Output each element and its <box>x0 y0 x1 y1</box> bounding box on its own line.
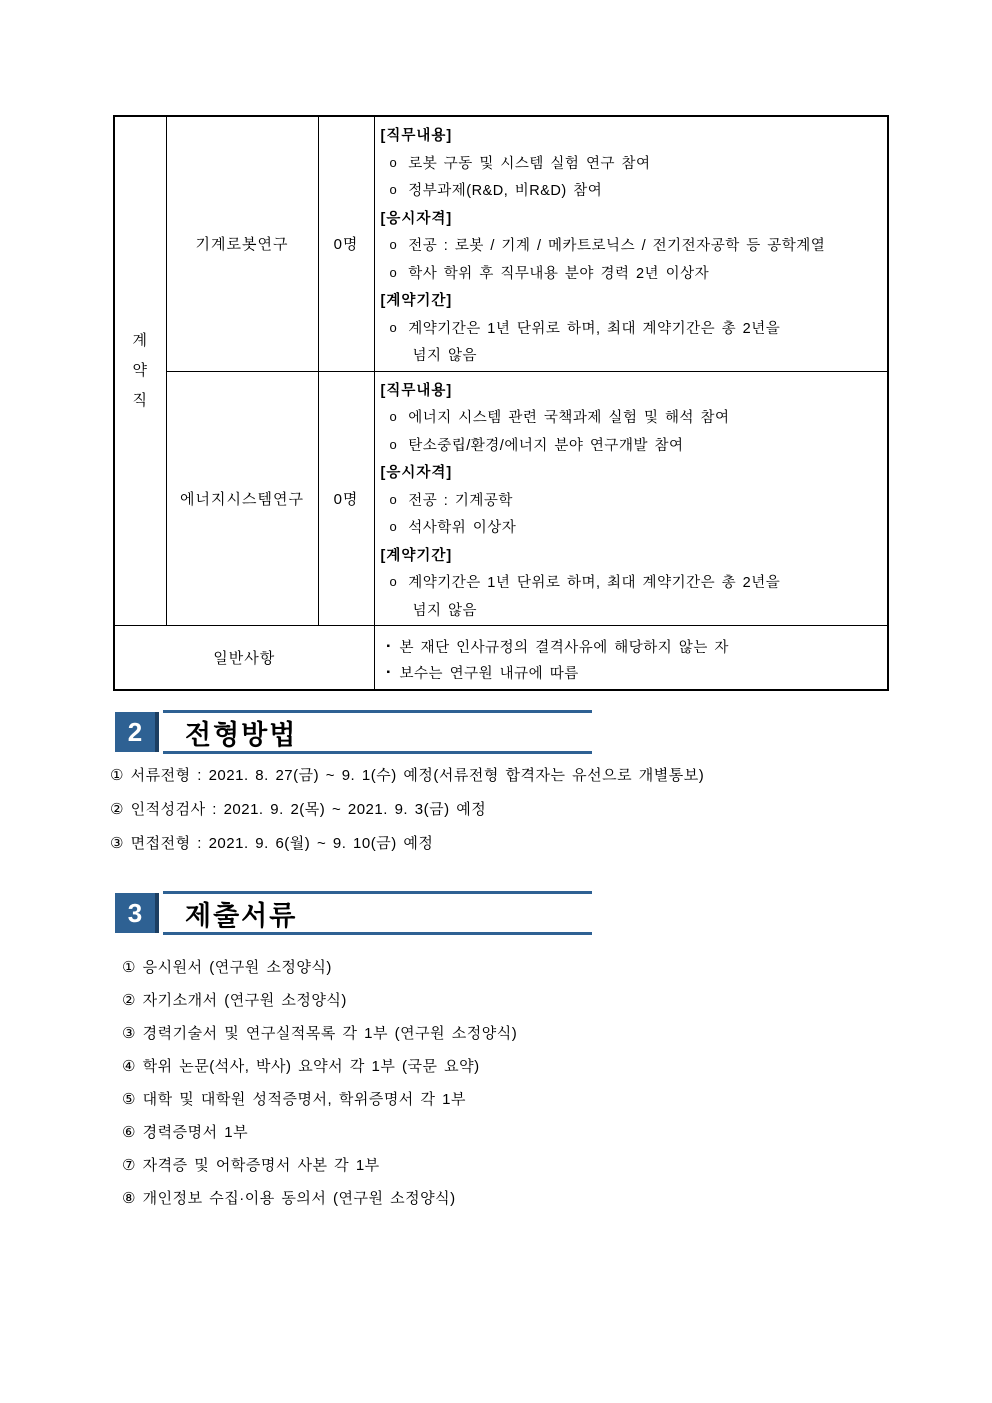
section-item-list <box>122 958 952 1222</box>
category-char: 직 <box>132 392 148 409</box>
table-detail-text: [응시자격] <box>380 465 453 482</box>
numbered-list-item: ④ 학위 논문(석사, 박사) 요약서 각 1부 (국문 요약) <box>122 1058 480 1075</box>
section-number-badge: 3 <box>115 893 159 933</box>
table-detail-line <box>381 149 886 177</box>
numbered-list-item: ① 서류전형 : 2021. 8. 27(금) ~ 9. 1(수) 예정(서류전형 합격자는 유선으로 개별통보) <box>110 767 705 784</box>
recruitment-table <box>113 115 889 691</box>
table-detail-line <box>381 121 886 149</box>
table-row-general <box>114 626 888 690</box>
numbered-list-item: ⑦ 자격증 및 어학증명서 사본 각 1부 <box>122 1157 380 1174</box>
square-bullet: ▪ <box>386 666 391 678</box>
job-detail-cell <box>374 371 888 626</box>
category-char: 계 <box>132 332 148 349</box>
circle-bullet: o <box>389 436 398 452</box>
table-detail-line <box>381 403 886 431</box>
table-detail-text: 계약기간은 1년 단위로 하며, 최대 계약기간은 총 2년을 <box>408 320 781 337</box>
table-detail-line <box>381 596 886 624</box>
section-number-badge: 2 <box>115 712 159 752</box>
table-detail-text: [계약기간] <box>380 547 453 564</box>
numbered-list-item: ② 자기소개서 (연구원 소정양식) <box>122 992 347 1009</box>
numbered-list-item: ① 응시원서 (연구원 소정양식) <box>122 959 332 976</box>
table-detail-line <box>381 314 886 342</box>
table-detail-text: [직무내용] <box>380 382 453 399</box>
table-detail-text: [직무내용] <box>380 128 453 145</box>
circle-bullet: o <box>389 154 398 170</box>
table-detail-line <box>381 513 886 541</box>
circle-bullet: o <box>389 319 398 335</box>
table-detail-text: 넘지 않음 <box>412 348 478 365</box>
category-cell <box>114 116 166 626</box>
table-row-mechanical-robot <box>114 116 888 371</box>
numbered-list-item: ⑧ 개인정보 수집·이용 동의서 (연구원 소정양식) <box>122 1190 456 1207</box>
job-title-cell: 에너지시스템연구 <box>166 371 318 626</box>
section-header-2 <box>113 710 592 754</box>
table-detail-text: 로봇 구동 및 시스템 실험 연구 참여 <box>408 155 651 172</box>
numbered-list-item: ⑤ 대학 및 대학원 성적증명서, 학위증명서 각 1부 <box>122 1091 466 1108</box>
job-detail-lines <box>381 376 886 624</box>
numbered-list-item: ③ 경력기술서 및 연구실적목록 각 1부 (연구원 소정양식) <box>122 1025 518 1042</box>
table-detail-line <box>381 486 886 514</box>
table-detail-text: 에너지 시스템 관련 국책과제 실험 및 해석 참여 <box>408 410 730 427</box>
circle-bullet: o <box>389 264 398 280</box>
table-detail-line <box>381 568 886 596</box>
general-label-cell: 일반사항 <box>114 626 374 690</box>
section-title: 전형방법 <box>185 719 298 750</box>
job-detail-cell <box>374 116 888 371</box>
table-detail-line <box>381 458 886 486</box>
section-title-rule <box>163 891 592 935</box>
numbered-list-item: ③ 면접전형 : 2021. 9. 6(월) ~ 9. 10(금) 예정 <box>110 835 434 852</box>
table-detail-line <box>381 231 886 259</box>
table-detail-line <box>381 376 886 404</box>
table-row-energy-system <box>114 371 888 626</box>
job-title-cell: 기계로봇연구 <box>166 116 318 371</box>
general-text: 본 재단 인사규정의 결격사유에 해당하지 않는 자 <box>399 639 729 656</box>
table-detail-text: 전공 : 기계공학 <box>408 492 513 509</box>
table-detail-text: 전공 : 로봇 / 기계 / 메카트로닉스 / 전기전자공학 등 공학계열 <box>408 238 826 255</box>
table-detail-line <box>381 541 886 569</box>
table-detail-text: 정부과제(R&D, 비R&D) 참여 <box>408 183 603 200</box>
general-line <box>381 633 886 659</box>
table-detail-text: [계약기간] <box>380 293 453 310</box>
table-detail-text: [응시자격] <box>380 210 453 227</box>
category-char: 약 <box>132 362 148 379</box>
circle-bullet: o <box>389 519 398 535</box>
table-detail-line <box>381 341 886 369</box>
general-detail-lines <box>381 631 886 685</box>
table-detail-text: 학사 학위 후 직무내용 분야 경력 2년 이상자 <box>408 265 710 282</box>
table-detail-text: 계약기간은 1년 단위로 하며, 최대 계약기간은 총 2년을 <box>408 575 781 592</box>
table-detail-line <box>381 431 886 459</box>
circle-bullet: o <box>389 409 398 425</box>
table-detail-line <box>381 286 886 314</box>
general-detail-cell <box>374 626 888 690</box>
table-detail-line <box>381 204 886 232</box>
square-bullet: ▪ <box>386 640 391 652</box>
numbered-list-item: ② 인적성검사 : 2021. 9. 2(목) ~ 2021. 9. 3(금) 예정 <box>110 801 487 818</box>
section-item-list <box>110 766 940 868</box>
table-detail-text: 석사학위 이상자 <box>408 520 517 537</box>
table-detail-text: 넘지 않음 <box>412 602 478 619</box>
circle-bullet: o <box>389 574 398 590</box>
job-count-cell: 0명 <box>318 116 374 371</box>
general-text: 보수는 연구원 내규에 따름 <box>399 665 579 682</box>
section-title: 제출서류 <box>185 900 298 931</box>
table-detail-text: 탄소중립/환경/에너지 분야 연구개발 참여 <box>408 437 684 454</box>
section-title-rule <box>163 710 592 754</box>
table-detail-line <box>381 176 886 204</box>
job-detail-lines <box>381 121 886 369</box>
general-line <box>381 659 886 685</box>
job-count-cell: 0명 <box>318 371 374 626</box>
circle-bullet: o <box>389 182 398 198</box>
table-detail-line <box>381 259 886 287</box>
category-label <box>115 326 166 416</box>
numbered-list-item: ⑥ 경력증명서 1부 <box>122 1124 249 1141</box>
circle-bullet: o <box>389 237 398 253</box>
circle-bullet: o <box>389 491 398 507</box>
section-header-3 <box>113 891 592 935</box>
